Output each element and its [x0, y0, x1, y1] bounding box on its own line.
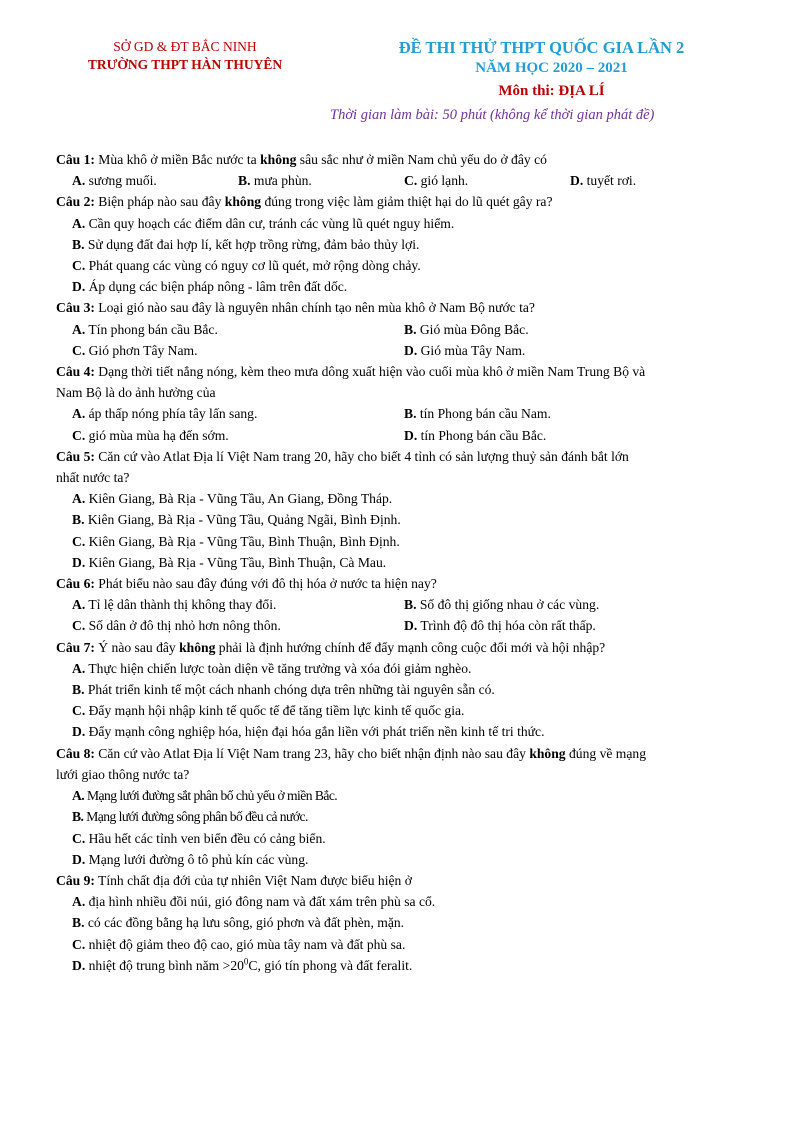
question-stem — [56, 191, 756, 212]
options-row — [72, 615, 756, 636]
question-2 — [56, 191, 756, 297]
option-c — [72, 255, 756, 276]
stem-text: Tính chất địa đới của tự nhiên Việt Nam được biểu hiện ở — [94, 872, 412, 888]
option-text: có các đồng bằng hạ lưu sông, gió phơn và đất phèn, mặn. — [84, 915, 405, 931]
question-stem — [56, 446, 756, 467]
option-label: B. — [72, 915, 85, 931]
question-number: Câu 4: — [56, 364, 95, 380]
option-text: Kiên Giang, Bà Rịa - Vũng Tầu, Bình Thuận, Bình Định. — [85, 533, 400, 549]
option-label: B. — [404, 597, 417, 613]
option-label: C. — [72, 703, 86, 719]
option-d — [570, 170, 636, 191]
stem-text: Biện pháp nào sau đây — [94, 194, 225, 210]
option-label: B. — [404, 406, 417, 422]
option-text: Mạng lưới đường ô tô phủ kín các vùng. — [85, 851, 309, 867]
option-b — [72, 912, 756, 933]
option-label: C. — [72, 342, 86, 358]
option-label: D. — [404, 427, 418, 443]
option-c — [72, 700, 756, 721]
question-5 — [56, 446, 756, 573]
option-a — [72, 403, 404, 424]
option-text: tuyết rơi. — [583, 173, 637, 189]
exam-title: ĐỀ THI THỬ THPT QUỐC GIA LẦN 2 — [398, 38, 685, 57]
option-label: C. — [404, 173, 418, 189]
header-left — [80, 38, 290, 74]
option-label: B. — [404, 321, 417, 337]
option-text: Đẩy mạnh hội nhập kinh tế quốc tế để tăng tiềm lực kinh tế quốc gia. — [85, 703, 465, 719]
option-label: B. — [72, 682, 85, 698]
question-stem-continued: nhất nước ta? — [56, 470, 130, 486]
options-list — [56, 594, 756, 636]
option-text: Kiên Giang, Bà Rịa - Vũng Tầu, Bình Thuận, Cà Mau. — [85, 554, 387, 570]
option-text: áp thấp nóng phía tây lấn sang. — [85, 406, 258, 422]
option-label: A. — [72, 215, 86, 231]
option-text: mưa phùn. — [250, 173, 312, 189]
option-label: D. — [72, 724, 86, 740]
option-c — [72, 934, 756, 955]
option-label: A. — [72, 406, 86, 422]
option-b — [72, 679, 756, 700]
options-list — [56, 213, 756, 298]
option-text: tín Phong bán cầu Bắc. — [417, 427, 547, 443]
option-text: địa hình nhiều đồi núi, gió đông nam và đất xám trên phù sa cổ. — [85, 894, 436, 910]
option-d — [72, 721, 756, 742]
option-b — [72, 509, 756, 530]
option-text: nhiệt độ giảm theo độ cao, gió mùa tây nam và đất phù sa. — [85, 936, 406, 952]
option-text: Hầu hết các tỉnh ven biển đều có cảng biển. — [85, 830, 326, 846]
option-text: gió lạnh. — [417, 173, 469, 189]
option-text: Tín phong bán cầu Bắc. — [85, 321, 218, 337]
exam-header — [0, 38, 795, 128]
question-1 — [56, 149, 756, 191]
option-b — [404, 594, 599, 615]
option-a — [72, 213, 756, 234]
question-number: Câu 2: — [56, 194, 95, 210]
option-d — [72, 552, 756, 573]
option-label: C. — [72, 936, 86, 952]
option-text: Mạng lưới đường sắt phân bố chủ yếu ở miền Bắc. — [84, 788, 338, 804]
option-a — [72, 891, 756, 912]
stem-text: Dạng thời tiết nắng nóng, kèm theo mưa dông xuất hiện vào cuối mùa khô ở miền Nam Trung Bộ và — [94, 364, 646, 380]
option-a — [72, 594, 404, 615]
option-text: Gió mùa Tây Nam. — [417, 342, 526, 358]
option-b — [72, 806, 756, 827]
stem-keyword: không — [529, 745, 566, 761]
option-b — [72, 234, 756, 255]
option-c — [72, 531, 756, 552]
option-text: Gió mùa Đông Bắc. — [416, 321, 529, 337]
stem-text: đúng về mạng — [565, 745, 647, 761]
question-stem — [56, 573, 756, 594]
subject: Môn thi: ĐỊA LÍ — [498, 83, 605, 99]
option-label: A. — [72, 788, 85, 804]
option-text: Tỉ lệ dân thành thị không thay đổi. — [85, 597, 277, 613]
option-b — [238, 170, 404, 191]
option-label: D. — [404, 342, 418, 358]
option-d — [404, 615, 596, 636]
question-number: Câu 8: — [56, 745, 95, 761]
option-text: C, gió tín phong và đất feralit. — [248, 957, 413, 973]
question-stem — [56, 743, 756, 764]
option-a — [72, 170, 238, 191]
stem-text: Căn cứ vào Atlat Địa lí Việt Nam trang 23, hãy cho biết nhận định nào sau đây — [94, 745, 530, 761]
stem-text: Mùa khô ở miền Bắc nước ta — [94, 152, 261, 167]
option-text: sương muối. — [85, 173, 157, 189]
question-stem-continued: lưới giao thông nước ta? — [56, 766, 190, 782]
stem-text: đúng trong việc làm giảm thiệt hại do lũ quét gây ra? — [261, 194, 553, 210]
option-label: A. — [72, 173, 86, 189]
options-list — [56, 319, 756, 361]
stem-text: Ý nào sau đây — [94, 639, 180, 655]
options-list — [56, 891, 756, 976]
option-label: B. — [238, 173, 251, 189]
option-d — [404, 340, 525, 361]
question-stem — [56, 149, 756, 170]
question-stem — [56, 361, 756, 382]
stem-keyword: không — [260, 152, 297, 167]
option-a — [72, 785, 756, 806]
option-label: A. — [72, 894, 86, 910]
option-b — [404, 319, 529, 340]
stem-text: Phát biểu nào sau đây đúng với đô thị hóa ở nước ta hiện nay? — [94, 576, 437, 592]
superscript-degree: 0 — [243, 956, 249, 967]
option-c — [72, 340, 404, 361]
option-text: Sử dụng đất đai hợp lí, kết hợp trồng rừng, đảm bảo thủy lợi. — [84, 236, 420, 252]
options-row — [56, 170, 756, 191]
option-label: D. — [72, 554, 86, 570]
option-c — [72, 615, 404, 636]
stem-keyword: không — [179, 639, 216, 655]
option-text: Áp dụng các biện pháp nông - lâm trên đất dốc. — [85, 279, 348, 295]
option-d — [72, 955, 756, 976]
question-stem — [56, 297, 756, 318]
stem-text: phải là định hướng chính để đẩy mạnh công cuộc đổi mới và hội nhập? — [215, 639, 606, 655]
question-list — [56, 149, 756, 976]
option-d — [72, 276, 756, 297]
option-text: Số đô thị giống nhau ở các vùng. — [416, 597, 600, 613]
stem-keyword: không — [224, 194, 262, 210]
question-8 — [56, 743, 756, 870]
options-list — [56, 658, 756, 743]
option-label: C. — [72, 258, 86, 274]
question-number: Câu 7: — [56, 639, 95, 655]
option-text: tín Phong bán cầu Nam. — [416, 406, 551, 422]
options-list — [56, 403, 756, 445]
option-c — [72, 425, 404, 446]
option-text: Thực hiện chiến lược toàn diện về tăng trưởng và xóa đói giảm nghèo. — [85, 660, 472, 676]
option-text: Đẩy mạnh công nghiệp hóa, hiện đại hóa gắn liền với phát triển nền kinh tế tri thức. — [85, 724, 545, 740]
options-list — [56, 785, 756, 870]
school-year: NĂM HỌC 2020 – 2021 — [475, 60, 628, 76]
option-text: Phát triển kinh tế một cách nhanh chóng dựa trên những tài nguyên sẵn có. — [84, 682, 495, 698]
option-text: Cần quy hoạch các điểm dân cư, tránh các vùng lũ quét nguy hiểm. — [85, 215, 455, 231]
option-a — [72, 319, 404, 340]
question-4 — [56, 361, 756, 446]
option-label: A. — [72, 660, 86, 676]
option-text: gió mùa mùa hạ đến sớm. — [85, 427, 229, 443]
option-label: A. — [72, 321, 86, 337]
option-label: D. — [72, 279, 86, 295]
stem-text: Căn cứ vào Atlat Địa lí Việt Nam trang 20, hãy cho biết 4 tỉnh có sản lượng thuỷ sản đánh bắt lớn — [94, 448, 629, 464]
option-label: C. — [72, 830, 86, 846]
option-text: Phát quang các vùng có nguy cơ lũ quét, mở rộng dòng chảy. — [85, 258, 421, 274]
option-c — [404, 170, 570, 191]
options-row — [72, 594, 756, 615]
option-label: D. — [72, 851, 86, 867]
option-label: D. — [72, 957, 86, 973]
question-stem — [56, 870, 756, 891]
option-text: Gió phơn Tây Nam. — [85, 342, 198, 358]
duration: Thời gian làm bài: 50 phút (không kể thời gian phát đề) — [330, 107, 655, 123]
option-label: A. — [72, 491, 86, 507]
options-row — [72, 340, 756, 361]
option-c — [72, 828, 756, 849]
option-label: D. — [404, 618, 418, 634]
option-label: D. — [570, 173, 584, 189]
option-label: C. — [72, 427, 86, 443]
question-number: Câu 6: — [56, 576, 95, 592]
option-label: C. — [72, 533, 86, 549]
question-9 — [56, 870, 756, 976]
options-row — [72, 403, 756, 424]
option-d — [72, 849, 756, 870]
school-name: TRƯỜNG THPT HÀN THUYÊN — [87, 57, 283, 72]
question-6 — [56, 573, 756, 637]
option-b — [404, 403, 551, 424]
options-list — [56, 488, 756, 573]
department-name: SỞ GD & ĐT BẮC NINH — [113, 39, 257, 54]
option-text: Kiên Giang, Bà Rịa - Vũng Tầu, An Giang, Đồng Tháp. — [85, 491, 393, 507]
option-label: B. — [72, 512, 85, 528]
stem-text: Loại gió nào sau đây là nguyên nhân chính tạo nên mùa khô ở Nam Bộ nước ta? — [94, 300, 535, 316]
question-number: Câu 5: — [56, 448, 95, 464]
option-text: Số dân ở đô thị nhỏ hơn nông thôn. — [85, 618, 281, 634]
option-label: C. — [72, 618, 86, 634]
option-text: nhiệt độ trung bình năm >20 — [85, 957, 244, 973]
question-7 — [56, 637, 756, 743]
question-3 — [56, 297, 756, 361]
stem-text: sâu sắc như ở miền Nam chủ yếu do ở đây có — [296, 152, 547, 167]
options-row — [72, 319, 756, 340]
question-stem-continued: Nam Bộ là do ảnh hưởng của — [56, 385, 216, 401]
option-a — [72, 658, 756, 679]
question-number: Câu 3: — [56, 300, 95, 316]
question-number: Câu 9: — [56, 872, 95, 888]
options-row — [72, 425, 756, 446]
option-text: Trình độ đô thị hóa còn rất thấp. — [417, 618, 596, 634]
question-number: Câu 1: — [56, 152, 95, 167]
option-a — [72, 488, 756, 509]
option-d — [404, 425, 546, 446]
header-right — [320, 38, 745, 126]
option-label: B. — [72, 809, 84, 825]
option-label: A. — [72, 597, 86, 613]
option-text: Mạng lưới đường sông phân bố đều cả nước. — [83, 809, 308, 825]
option-label: B. — [72, 236, 85, 252]
question-stem — [56, 637, 756, 658]
option-text: Kiên Giang, Bà Rịa - Vũng Tầu, Quảng Ngãi, Bình Định. — [84, 512, 401, 528]
